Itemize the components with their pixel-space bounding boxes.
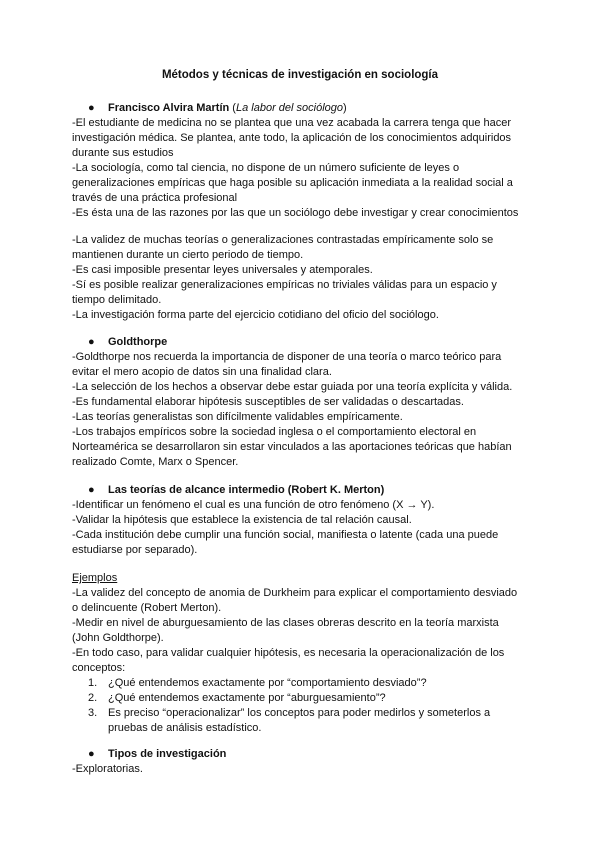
text-line: -Los trabajos empíricos sobre la sociedad inglesa o el comportamiento electoral en bbox=[72, 426, 477, 438]
text-line: estudiarse por separado). bbox=[72, 544, 198, 556]
text-line: durante sus estudios bbox=[72, 147, 174, 159]
examples-paragraph bbox=[72, 571, 532, 676]
bullet-icon: ● bbox=[88, 484, 95, 496]
text-line: -Las teorías generalistas son difícilmente validables empíricamente. bbox=[72, 411, 403, 423]
text-line: través de una práctica profesional bbox=[72, 192, 238, 204]
text-line: realizado Comte, Marx o Spencer. bbox=[72, 456, 239, 468]
text-line: -La investigación forma parte del ejercicio cotidiano del oficio del sociólogo. bbox=[72, 309, 439, 321]
section1-paragraph bbox=[72, 116, 532, 221]
text-line: Norteamérica se desarrollaron sin estar vinculados a las aportaciones teóricas que habían bbox=[72, 441, 512, 453]
text-line: investigación médica. Se plantea, ante todo, la aplicación de los conocimientos adquiridos bbox=[72, 132, 512, 144]
list-item: 3. Es preciso “operacionalizar” los conceptos para poder medirlos y someterlos a bbox=[88, 707, 491, 719]
bullet-icon: ● bbox=[88, 748, 95, 760]
text-line: -La validez de muchas teorías o generalizaciones contrastadas empíricamente solo se bbox=[72, 234, 494, 246]
heading-text: Tipos de investigación bbox=[108, 748, 227, 760]
heading-text: Goldthorpe bbox=[108, 336, 168, 348]
section3-paragraph bbox=[72, 498, 532, 558]
bullet-icon: ● bbox=[88, 102, 95, 114]
text-line: o delincuente (Robert Merton). bbox=[72, 602, 222, 614]
section-heading-merton bbox=[88, 483, 384, 498]
text-line: conceptos: bbox=[72, 662, 126, 674]
list-item: 1. ¿Qué entendemos exactamente por “comportamiento desviado”? bbox=[88, 677, 427, 689]
text-line: generalizaciones empíricas que haga posible su aplicación inmediata a la realidad social a bbox=[72, 177, 513, 189]
section2-paragraph bbox=[72, 350, 532, 470]
text-line: evitar el mero acopio de datos sin una finalidad clara. bbox=[72, 366, 332, 378]
text-line: -Validar la hipótesis que establece la existencia de tal relación causal. bbox=[72, 514, 412, 526]
examples-heading: Ejemplos bbox=[72, 572, 118, 584]
text-line: (John Goldthorpe). bbox=[72, 632, 164, 644]
section-heading-tipos bbox=[88, 747, 226, 762]
text-line: -Identificar un fenómeno el cual es una función de otro fenómeno (X → Y). bbox=[72, 499, 435, 511]
section4-paragraph bbox=[72, 762, 532, 777]
text-line: -Sí es posible realizar generalizaciones empíricas no triviales válidas para un espacio y bbox=[72, 279, 497, 291]
text-line: -La validez del concepto de anomia de Durkheim para explicar el comportamiento desviado bbox=[72, 587, 518, 599]
text-line: mantienen durante un cierto periodo de tiempo. bbox=[72, 249, 304, 261]
text-line: -Es ésta una de las razones por las que un sociólogo debe investigar y crear conocimientos bbox=[72, 207, 519, 219]
text-line: -Exploratorias. bbox=[72, 763, 143, 775]
list-item-continuation: pruebas de análisis estadístico. bbox=[108, 722, 262, 734]
heading-text: Las teorías de alcance intermedio (Robert K. Merton) bbox=[108, 484, 385, 496]
section1-paragraph-2 bbox=[72, 233, 532, 323]
numbered-list bbox=[88, 676, 528, 736]
text-line: -Medir en nivel de aburguesamiento de las clases obreras descrito en la teoría marxista bbox=[72, 617, 499, 629]
text-line: -En todo caso, para validar cualquier hipótesis, es necesaria la operacionalización de los bbox=[72, 647, 505, 659]
list-item: 2. ¿Qué entendemos exactamente por “aburguesamiento”? bbox=[88, 692, 386, 704]
text-line: -El estudiante de medicina no se plantea que una vez acabada la carrera tenga que hacer bbox=[72, 117, 512, 129]
book-title: La labor del sociólogo bbox=[235, 102, 344, 114]
text-line: -Cada institución debe cumplir una función social, manifiesta o latente (cada una puede bbox=[72, 529, 499, 541]
heading-text: Francisco Alvira Martín bbox=[108, 102, 230, 114]
text-line: -Es casi imposible presentar leyes universales y atemporales. bbox=[72, 264, 373, 276]
text-line: -La sociología, como tal ciencia, no dispone de un número suficiente de leyes o bbox=[72, 162, 460, 174]
section-heading-alvira: ● Francisco Alvira Martín (La labor del sociólogo) bbox=[88, 102, 347, 114]
text-line: -Es fundamental elaborar hipótesis susceptibles de ser validadas o descartadas. bbox=[72, 396, 464, 408]
bullet-icon: ● bbox=[88, 336, 95, 348]
document-title: Métodos y técnicas de investigación en sociología bbox=[161, 69, 439, 81]
text-line: -Goldthorpe nos recuerda la importancia de disponer de una teoría o marco teórico para bbox=[72, 351, 502, 363]
text-line: tiempo delimitado. bbox=[72, 294, 162, 306]
section-heading-goldthorpe bbox=[88, 335, 167, 350]
text-line: -La selección de los hechos a observar debe estar guiada por una teoría explícita y válida. bbox=[72, 381, 513, 393]
